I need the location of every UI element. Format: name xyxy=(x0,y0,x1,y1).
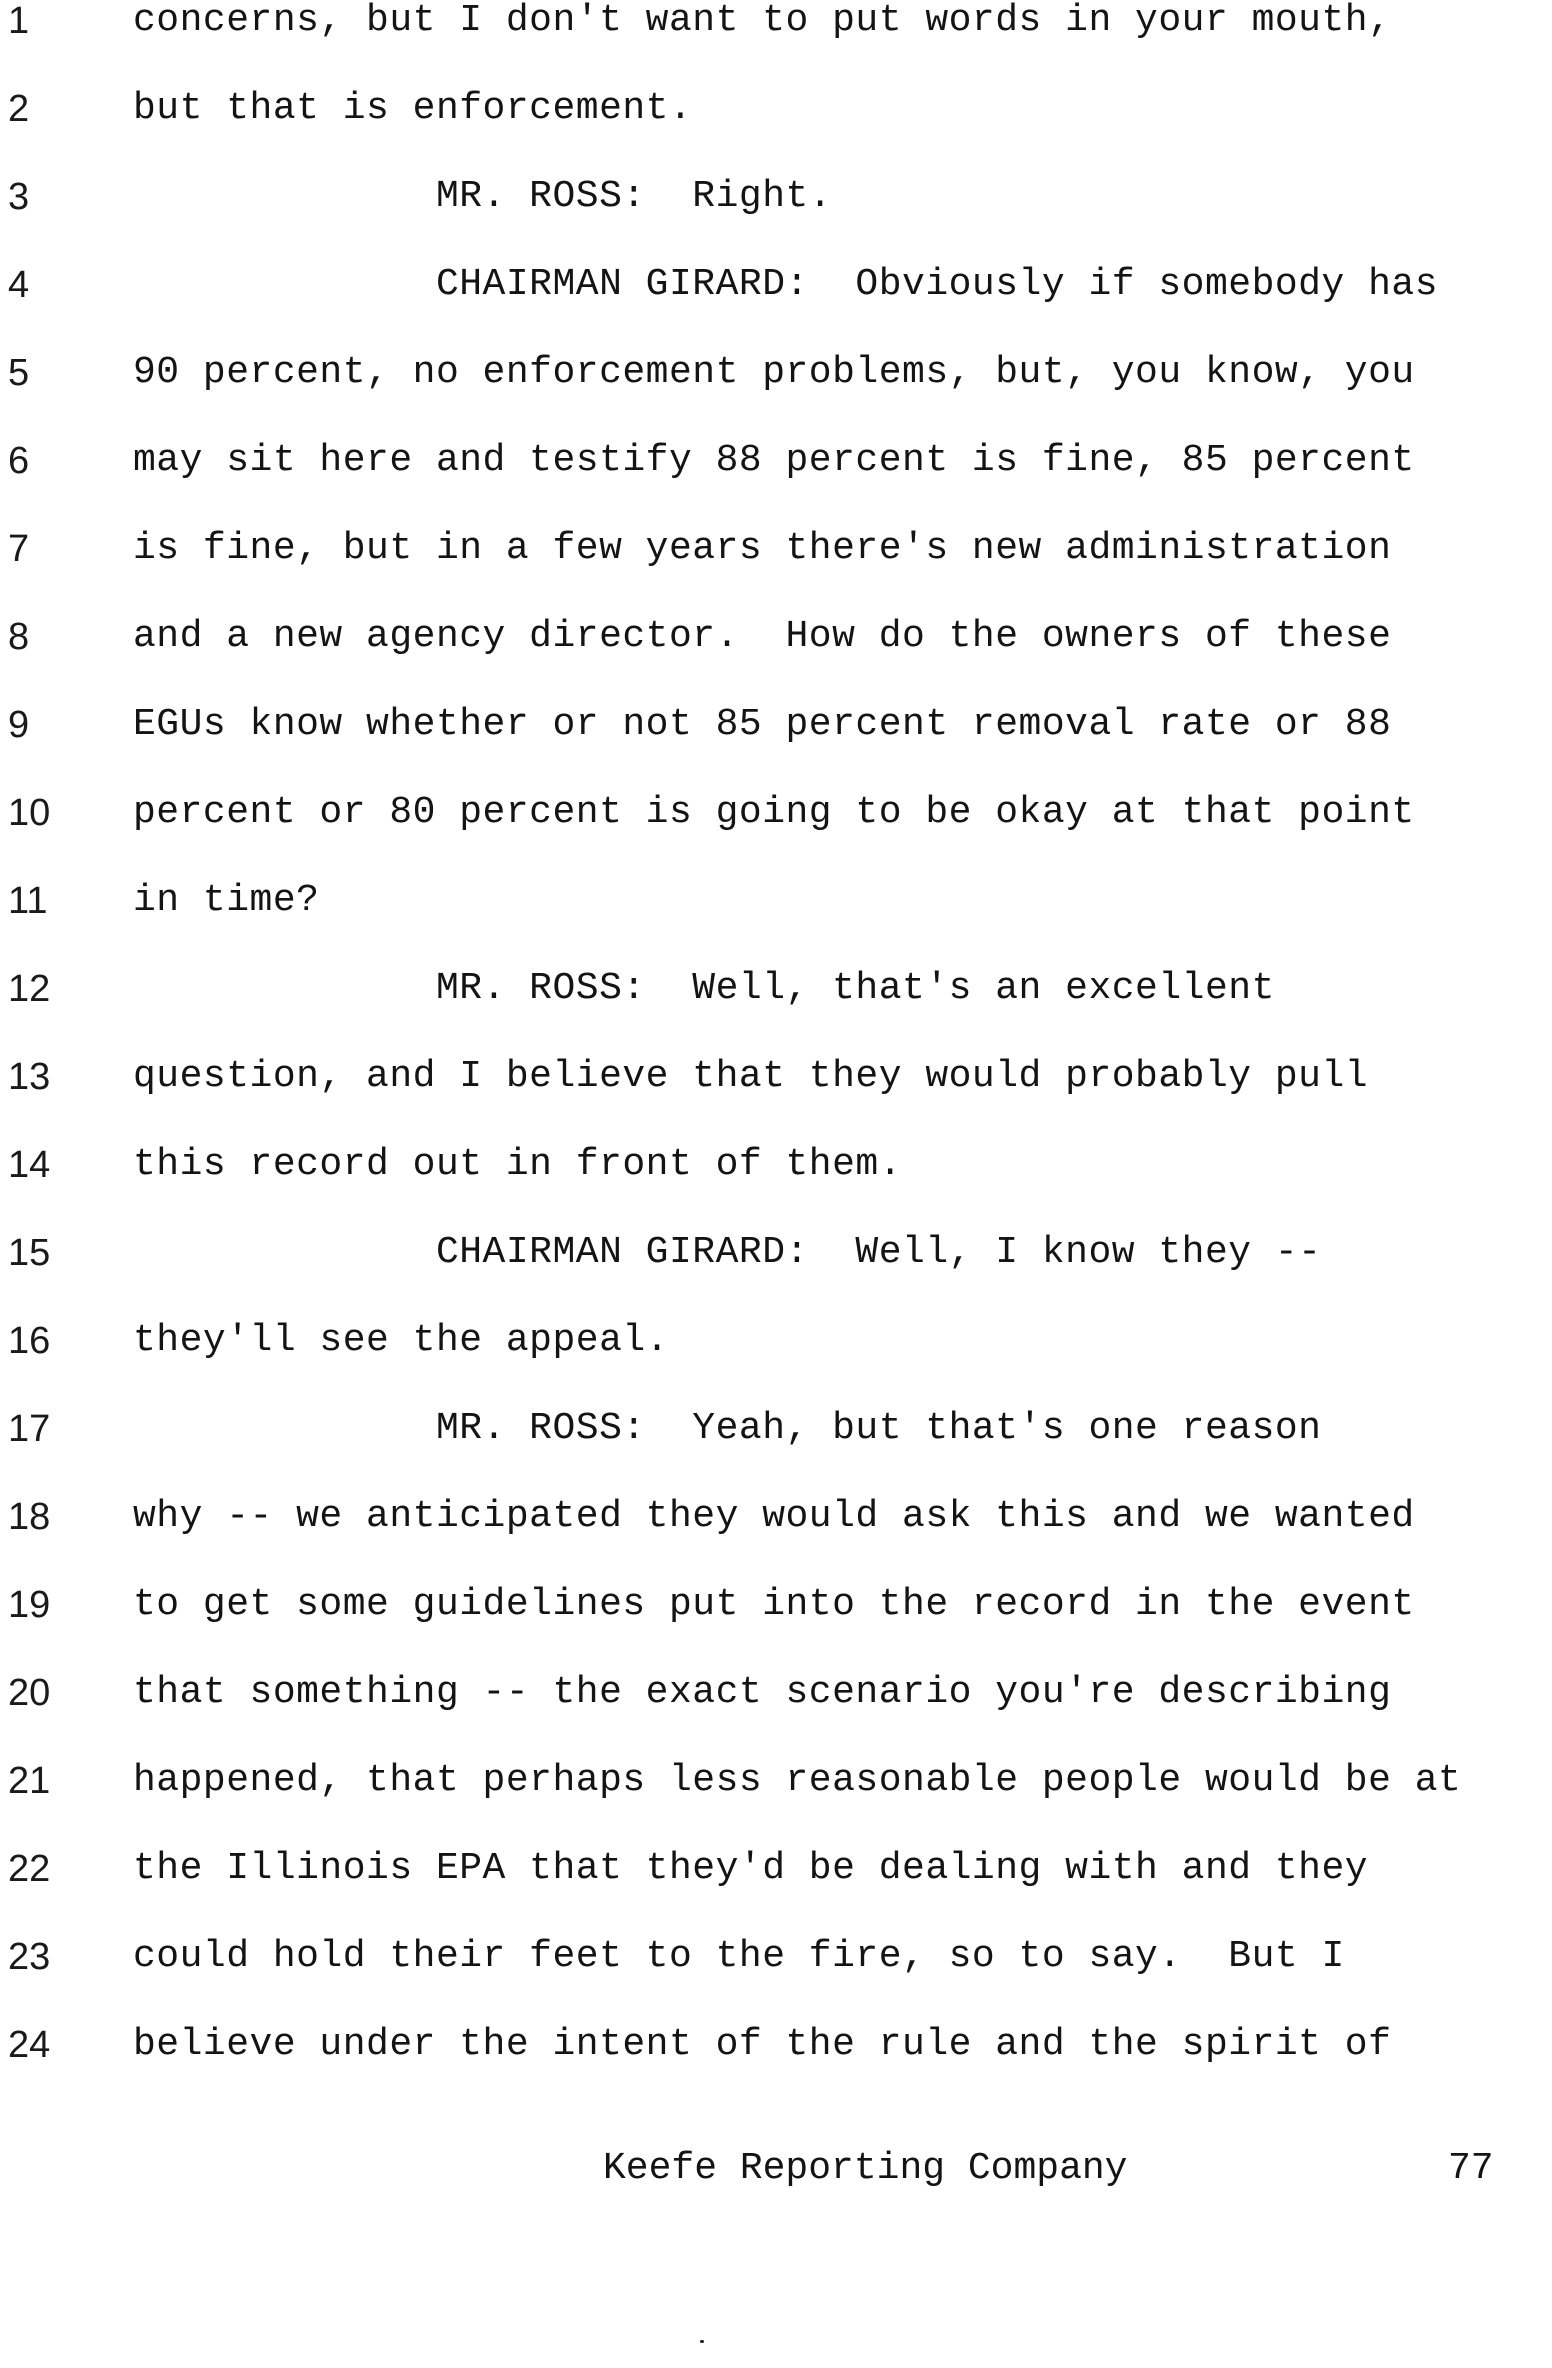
line-text: CHAIRMAN GIRARD: Obviously if somebody has xyxy=(133,263,1439,306)
line-number: 11 xyxy=(8,880,48,922)
line-number: 2 xyxy=(8,88,30,130)
transcript-line xyxy=(0,1936,1552,2024)
line-number: 15 xyxy=(8,1232,51,1274)
line-number: 4 xyxy=(8,264,30,306)
transcript-line xyxy=(0,1232,1552,1320)
transcript-line xyxy=(0,176,1552,264)
line-text: to get some guidelines put into the record in the event xyxy=(133,1583,1415,1626)
transcript-line xyxy=(0,968,1552,1056)
line-number: 20 xyxy=(8,1672,51,1714)
transcript-line xyxy=(0,880,1552,968)
page-footer xyxy=(0,2148,1552,2198)
line-number: 5 xyxy=(8,352,30,394)
line-number: 16 xyxy=(8,1320,51,1362)
transcript-line xyxy=(0,2024,1552,2112)
transcript-line xyxy=(0,1672,1552,1760)
line-text: may sit here and testify 88 percent is fine, 85 percent xyxy=(133,439,1415,482)
transcript-line xyxy=(0,1056,1552,1144)
transcript-line xyxy=(0,0,1552,88)
line-number: 14 xyxy=(8,1144,51,1186)
line-number: 10 xyxy=(8,792,51,834)
line-number: 18 xyxy=(8,1496,51,1538)
line-text: that something -- the exact scenario you're describing xyxy=(133,1671,1392,1714)
line-number: 13 xyxy=(8,1056,51,1098)
line-number: 3 xyxy=(8,176,30,218)
line-number: 19 xyxy=(8,1584,51,1626)
line-number: 24 xyxy=(8,2024,51,2066)
line-number: 23 xyxy=(8,1936,51,1978)
transcript-line xyxy=(0,1496,1552,1584)
line-number: 7 xyxy=(8,528,30,570)
transcript-line xyxy=(0,1760,1552,1848)
transcript-line xyxy=(0,616,1552,704)
transcript-line xyxy=(0,1584,1552,1672)
transcript-line xyxy=(0,352,1552,440)
line-number: 8 xyxy=(8,616,30,658)
transcript-line xyxy=(0,440,1552,528)
reporting-company-name: Keefe Reporting Company xyxy=(603,2147,1128,2190)
line-number: 6 xyxy=(8,440,30,482)
line-text: happened, that perhaps less reasonable people would be at xyxy=(133,1759,1462,1802)
line-text: could hold their feet to the fire, so to say. But I xyxy=(133,1935,1345,1978)
line-text: and a new agency director. How do the owners of these xyxy=(133,615,1392,658)
transcript-line xyxy=(0,704,1552,792)
line-text: in time? xyxy=(133,879,320,922)
scan-speck xyxy=(700,2340,704,2343)
line-text: concerns, but I don't want to put words in your mouth, xyxy=(133,0,1392,42)
line-text: MR. ROSS: Right. xyxy=(133,175,833,218)
line-number: 22 xyxy=(8,1848,51,1890)
line-text: 90 percent, no enforcement problems, but, you know, you xyxy=(133,351,1415,394)
transcript-line xyxy=(0,264,1552,352)
transcript-line xyxy=(0,792,1552,880)
line-text: this record out in front of them. xyxy=(133,1143,903,1186)
line-text: percent or 80 percent is going to be okay at that point xyxy=(133,791,1415,834)
transcript-line xyxy=(0,1144,1552,1232)
line-text: why -- we anticipated they would ask this and we wanted xyxy=(133,1495,1415,1538)
line-text: CHAIRMAN GIRARD: Well, I know they -- xyxy=(133,1231,1322,1274)
line-text: MR. ROSS: Yeah, but that's one reason xyxy=(133,1407,1322,1450)
line-text: believe under the intent of the rule and the spirit of xyxy=(133,2023,1392,2066)
line-number: 1 xyxy=(8,0,30,42)
line-text: is fine, but in a few years there's new administration xyxy=(133,527,1392,570)
transcript-line xyxy=(0,1408,1552,1496)
transcript-line xyxy=(0,528,1552,616)
line-text: the Illinois EPA that they'd be dealing with and they xyxy=(133,1847,1369,1890)
line-text: they'll see the appeal. xyxy=(133,1319,669,1362)
line-text: question, and I believe that they would probably pull xyxy=(133,1055,1369,1098)
line-text: MR. ROSS: Well, that's an excellent xyxy=(133,967,1275,1010)
line-text: but that is enforcement. xyxy=(133,87,693,130)
line-text: EGUs know whether or not 85 percent removal rate or 88 xyxy=(133,703,1392,746)
transcript-line xyxy=(0,1320,1552,1408)
line-number: 9 xyxy=(8,704,30,746)
line-number: 21 xyxy=(8,1760,51,1802)
transcript-line xyxy=(0,88,1552,176)
line-number: 12 xyxy=(8,968,51,1010)
transcript-line xyxy=(0,1848,1552,1936)
page-number: 77 xyxy=(1448,2147,1494,2190)
line-number: 17 xyxy=(8,1408,51,1450)
